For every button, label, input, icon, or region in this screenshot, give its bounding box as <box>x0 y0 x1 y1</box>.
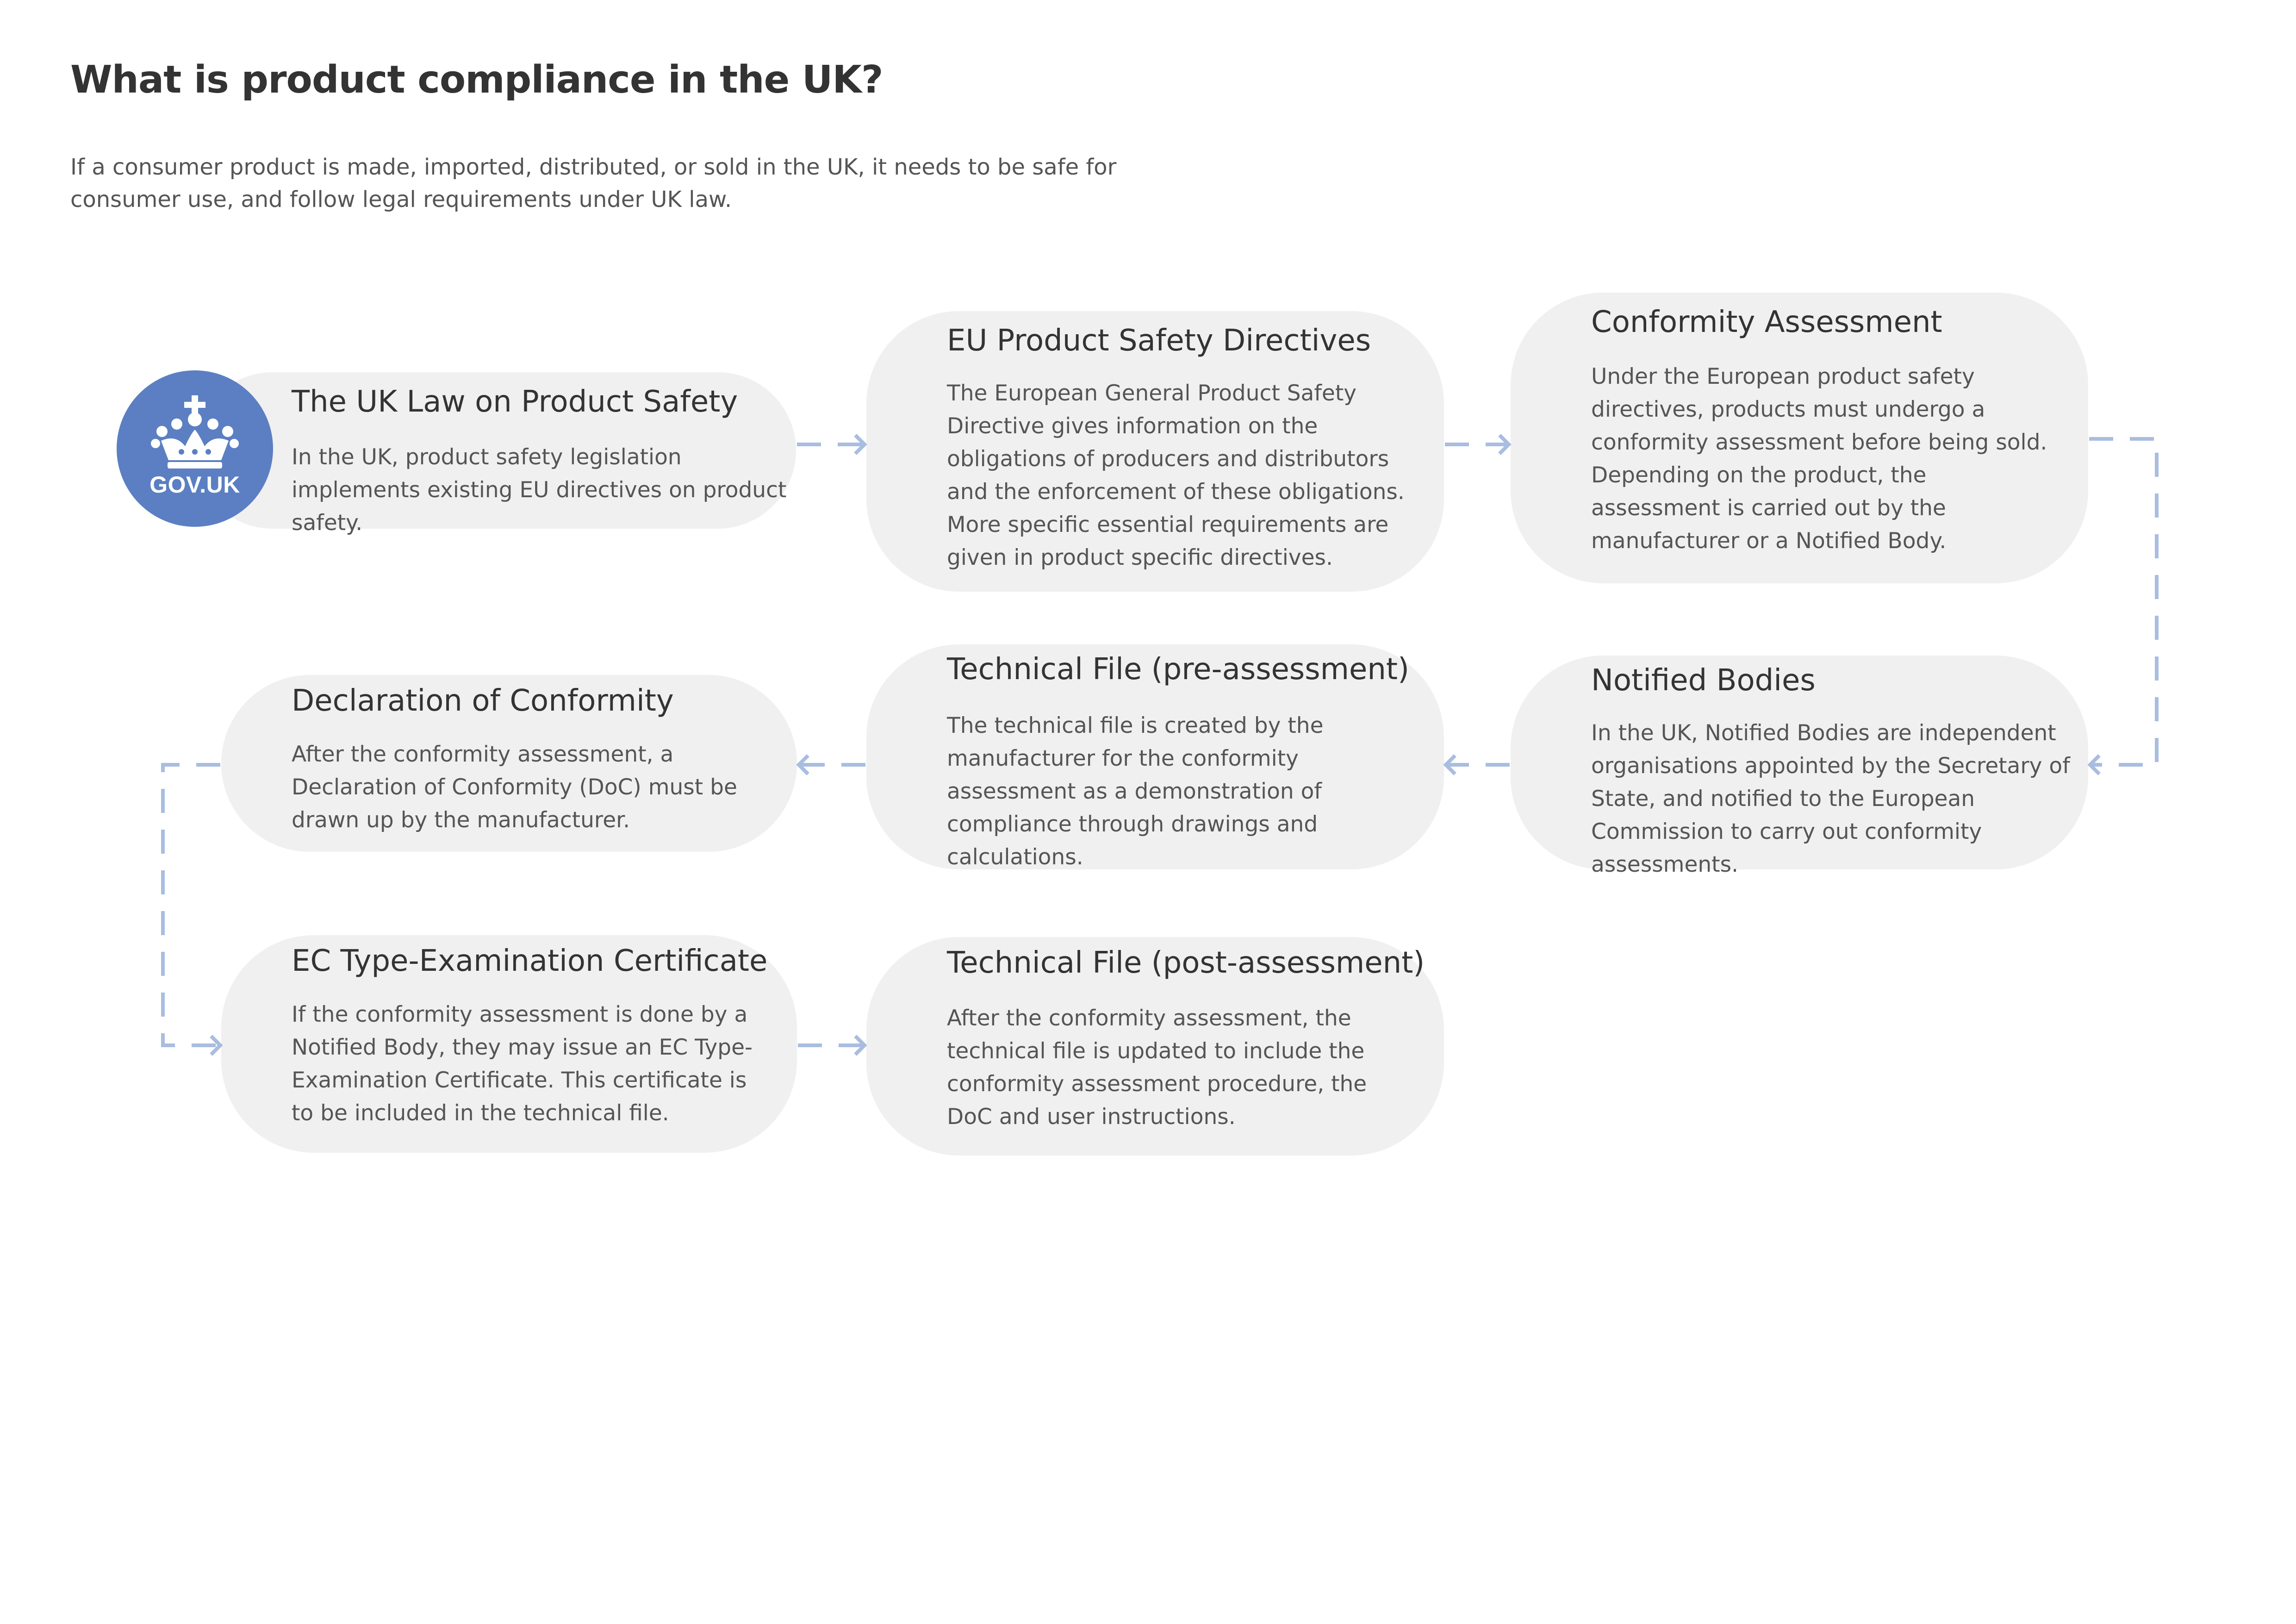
step-eu-directives <box>866 311 1444 592</box>
step-title: Technical File (post-assessment) <box>947 946 1425 980</box>
connector-arrow <box>797 435 865 454</box>
step-body: After the conformity assessment, the technical file is updated to include the conformity assessment procedure, the DoC and user instructions. <box>947 1006 1367 1130</box>
connector-arrow <box>798 1036 865 1055</box>
step-uk-law <box>194 372 796 536</box>
step-body: The technical file is created by the manufacturer for the conformity assessment as a demonstration of compliance through drawings and calculations. <box>947 713 1324 870</box>
step-conformity-assessment <box>1511 293 2088 583</box>
connector-arrow <box>2089 439 2157 774</box>
step-title: EC Type-Examination Certificate <box>292 944 768 978</box>
connector-arrow <box>799 756 865 774</box>
connector-arrow <box>163 765 220 1055</box>
step-notified-bodies <box>1511 656 2088 877</box>
step-body: After the conformity assessment, a Declaration of Conformity (DoC) must be drawn up by the manufacturer. <box>292 742 737 833</box>
step-technical-file-pre <box>866 644 1444 869</box>
step-ec-certificate <box>221 935 797 1153</box>
step-title: Technical File (pre-assessment) <box>947 652 1409 687</box>
step-title: The UK Law on Product Safety <box>292 385 738 419</box>
step-title: Conformity Assessment <box>1591 305 1942 339</box>
crown-icon <box>117 393 273 471</box>
connector-arrow <box>1445 435 1509 454</box>
connector-arrow <box>1446 756 1510 774</box>
step-title: Declaration of Conformity <box>292 684 674 718</box>
intro-text: If a consumer product is made, imported, distributed, or sold in the UK, it needs to be safe for consumer use, and follow legal requirements under UK law. <box>70 154 1117 212</box>
step-technical-file-post <box>866 937 1444 1156</box>
step-body: In the UK, product safety legislation implements existing EU directives on product safety. <box>292 444 787 536</box>
step-body: If the conformity assessment is done by a Notified Body, they may issue an EC Type-Examination Certificate. This certificate is to be included in the technical file. <box>292 1002 753 1126</box>
step-title: EU Product Safety Directives <box>947 324 1371 358</box>
step-declaration-of-conformity <box>221 675 797 852</box>
logo-label: GOV.UK <box>149 472 240 498</box>
page-title: What is product compliance in the UK? <box>70 58 883 102</box>
step-title: Notified Bodies <box>1591 663 1816 698</box>
step-body: Under the European product safety directives, products must undergo a conformity assessment before being sold. Depending on the product, the assessment is carried out by the manufacturer or a Notified Body. <box>1591 364 2047 554</box>
step-body: In the UK, Notified Bodies are independent organisations appointed by the Secretary of State, and notified to the European Commission to carry out conformity assessments. <box>1591 720 2070 877</box>
gov-uk-logo <box>117 370 273 527</box>
step-body: The European General Product Safety Directive gives information on the obligations of producers and distributors and the enforcement of these obligations. More specific essential requirements are given in product specific directives. <box>947 381 1405 570</box>
